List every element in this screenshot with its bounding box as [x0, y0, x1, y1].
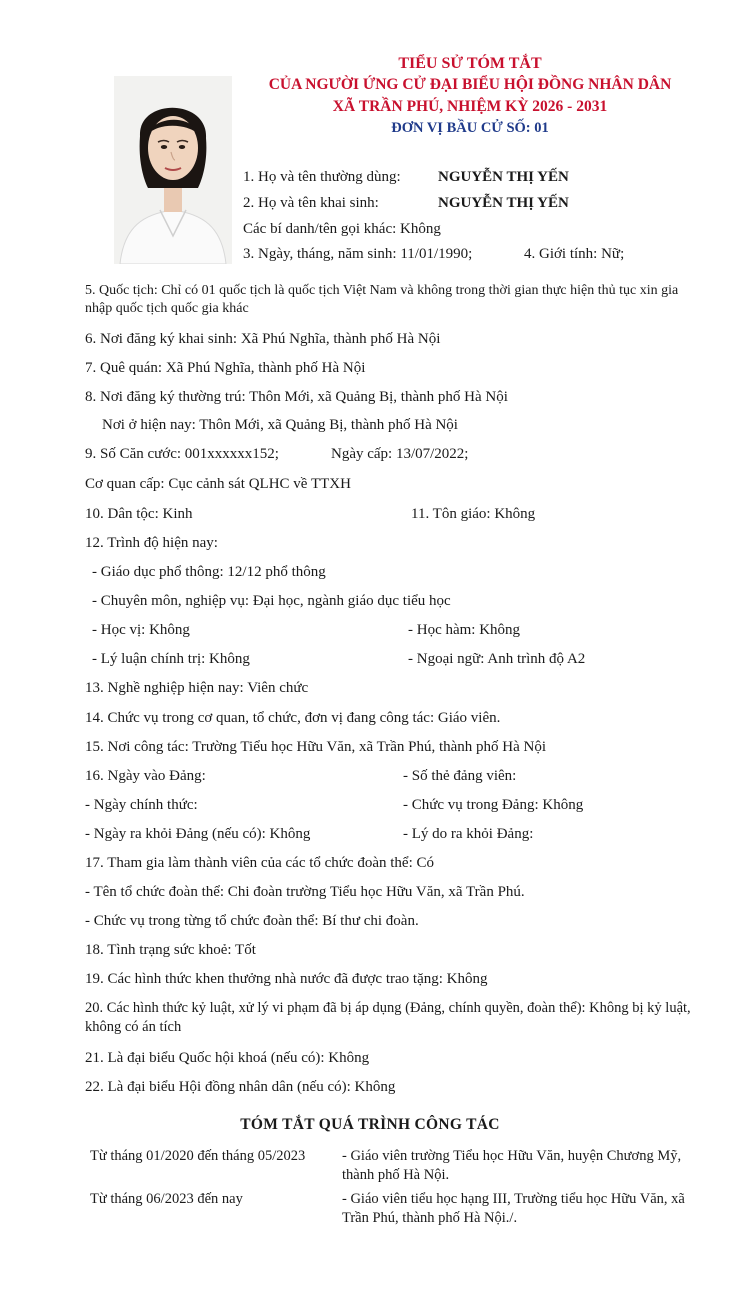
field-16-party-join-date: 16. Ngày vào Đảng:	[85, 768, 206, 784]
field-12-academic-title: - Học hàm: Không	[408, 622, 521, 638]
field-16-party-position: - Chức vụ trong Đảng: Không	[403, 797, 584, 813]
field-12-political-theory: - Lý luận chính trị: Không	[92, 651, 250, 667]
work-row-2-period: Từ tháng 06/2023 đến nay	[90, 1191, 243, 1207]
field-16-leave-date: - Ngày ra khỏi Đảng (nếu có): Không	[85, 826, 311, 842]
field-18-health: 18. Tình trạng sức khoẻ: Tốt	[85, 942, 256, 958]
field-16-official-date: - Ngày chính thức:	[85, 797, 198, 813]
field-8-current-address: Nơi ở hiện nay: Thôn Mới, xã Quảng Bị, thành phố Hà Nội	[102, 417, 458, 433]
field-10-ethnicity: 10. Dân tộc: Kinh	[85, 506, 193, 522]
field-12-specialization: - Chuyên môn, nghiệp vụ: Đại học, ngành giáo dục tiểu học	[92, 593, 451, 609]
field-22-people-council: 22. Là đại biểu Hội đồng nhân dân (nếu có): Không	[85, 1079, 396, 1095]
field-8-residence: 8. Nơi đăng ký thường trú: Thôn Mới, xã Quảng Bị, thành phố Hà Nội	[85, 389, 508, 405]
work-history-title: TÓM TẮT QUÁ TRÌNH CÔNG TÁC	[240, 1116, 500, 1133]
field-13-occupation: 13. Nghề nghiệp hiện nay: Viên chức	[85, 680, 309, 696]
doc-subtitle: CỦA NGƯỜI ỨNG CỬ ĐẠI BIỂU HỘI ĐỒNG NHÂN DÂN	[268, 76, 672, 93]
field-3-birthdate: 3. Ngày, tháng, năm sinh: 11/01/1990;	[243, 246, 473, 262]
work-row-1-desc: - Giáo viên trường Tiểu học Hữu Văn, huyện Chương Mỹ, thành phố Hà Nội.	[342, 1148, 682, 1183]
field-9-id-number: 9. Số Căn cước: 001xxxxxx152;	[85, 446, 279, 462]
electoral-unit: ĐƠN VỊ BẦU CỬ SỐ: 01	[391, 120, 549, 136]
field-15-workplace: 15. Nơi công tác: Trường Tiểu học Hữu Văn, xã Trần Phú, thành phố Hà Nội	[85, 739, 547, 755]
doc-term: XÃ TRẦN PHÚ, NHIỆM KỲ 2026 - 2031	[332, 98, 608, 115]
field-alias: Các bí danh/tên gọi khác: Không	[243, 221, 441, 237]
field-7-hometown: 7. Quê quán: Xã Phú Nghĩa, thành phố Hà Nội	[85, 360, 366, 376]
field-6-birthplace: 6. Nơi đăng ký khai sinh: Xã Phú Nghĩa, thành phố Hà Nội	[85, 331, 441, 347]
field-16-party-card: - Số thẻ đảng viên:	[403, 768, 517, 784]
field-2-value: NGUYỄN THỊ YẾN	[438, 195, 569, 211]
field-11-religion: 11. Tôn giáo: Không	[411, 506, 536, 522]
field-1-value: NGUYỄN THỊ YẾN	[438, 169, 569, 185]
field-17-organizations: 17. Tham gia làm thành viên của các tổ chức đoàn thể: Có	[85, 855, 434, 871]
field-12-general-education: - Giáo dục phổ thông: 12/12 phổ thông	[92, 564, 326, 580]
field-4-gender: 4. Giới tính: Nữ;	[524, 246, 625, 262]
field-1-label: 1. Họ và tên thường dùng:	[243, 169, 401, 185]
doc-title: TIỂU SỬ TÓM TẮT	[398, 55, 542, 72]
work-row-1-period: Từ tháng 01/2020 đến tháng 05/2023	[90, 1148, 306, 1164]
field-9-issue-date: Ngày cấp: 13/07/2022;	[331, 446, 469, 462]
field-16-leave-reason: - Lý do ra khỏi Đảng:	[403, 826, 534, 842]
field-19-awards: 19. Các hình thức khen thưởng nhà nước đã được trao tặng: Không	[85, 971, 488, 987]
field-9-issuer: Cơ quan cấp: Cục cảnh sát QLHC về TTXH	[85, 476, 351, 492]
field-14-position: 14. Chức vụ trong cơ quan, tổ chức, đơn vị đang công tác: Giáo viên.	[85, 710, 501, 726]
field-17-org-name: - Tên tổ chức đoàn thể: Chi đoàn trường Tiểu học Hữu Văn, xã Trần Phú.	[85, 884, 525, 900]
field-2-label: 2. Họ và tên khai sinh:	[243, 195, 379, 211]
field-12-foreign-language: - Ngoại ngữ: Anh trình độ A2	[408, 651, 586, 667]
field-12-degree: - Học vị: Không	[92, 622, 190, 638]
candidate-photo	[114, 76, 232, 264]
field-12-education: 12. Trình độ hiện nay:	[85, 535, 218, 551]
field-20-discipline: 20. Các hình thức kỷ luật, xử lý vi phạm đã bị áp dụng (Đảng, chính quyền, đoàn thể): Không bị kỷ luật, không có án tích	[85, 1000, 691, 1035]
field-21-national-assembly: 21. Là đại biểu Quốc hội khoá (nếu có): Không	[85, 1050, 370, 1066]
work-row-2-desc: - Giáo viên tiểu học hạng III, Trường tiểu học Hữu Văn, xã Trần Phú, thành phố Hà Nội./.	[342, 1191, 685, 1226]
field-17-org-position: - Chức vụ trong từng tổ chức đoàn thể: Bí thư chi đoàn.	[85, 913, 419, 929]
field-5-nationality: 5. Quốc tịch: Chỉ có 01 quốc tịch là quốc tịch Việt Nam và không trong thời gian thực hiện thủ tục xin gia nhập quốc tịch quốc gia khác	[85, 283, 679, 316]
